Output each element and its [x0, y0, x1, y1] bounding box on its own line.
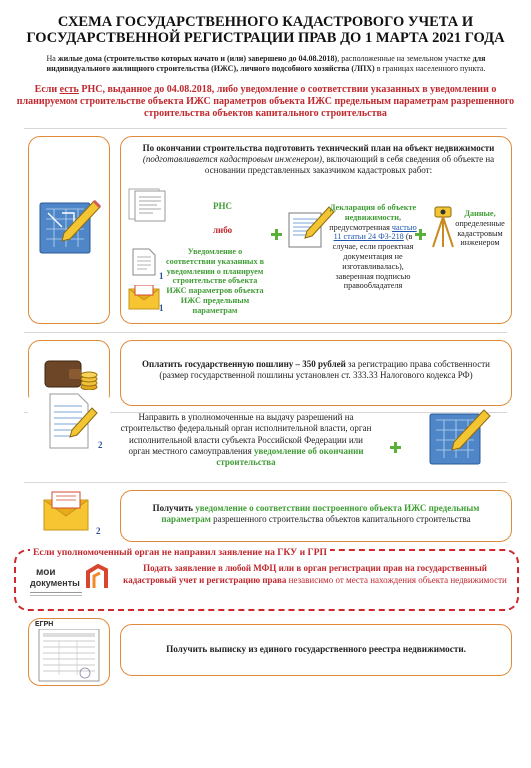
counter-1b: 1 [159, 303, 164, 313]
mfc-logo-rule [30, 595, 82, 596]
egrn-extract-icon [37, 629, 101, 683]
engineer-data-rest: определенные кадастровым инженером [455, 218, 505, 248]
step4-icon-panel [28, 490, 110, 540]
step2-text [131, 359, 501, 381]
notice-text: Уведомление о соответствии указанных в уведомлении о планируем строительстве объекта ИЖС параметров объекта ИЖС предельным параметрам [165, 247, 265, 315]
intro-part: , расположенные на земельном участке [337, 54, 473, 63]
step4-bold: Получить [152, 503, 196, 513]
step1-icon-panel [28, 136, 110, 324]
mfc-header: Если уполномоченный орган не направил заявление на ГКУ и ГРП [30, 547, 330, 558]
declaration-part: (в случае, если проектная документация не изготавливалась), заверенная подписью правообладателя [332, 232, 414, 291]
step2-box [120, 340, 512, 406]
declaration-title: Декларация об объекте недвижимости, [329, 203, 417, 222]
mfc-logo-mark-icon [84, 564, 108, 590]
declaration-pencil-icon [285, 203, 335, 251]
declaration-text [329, 203, 417, 291]
condition-text [12, 84, 519, 120]
step2-bold: Оплатить государственную пошлину – 350 рублей [142, 359, 346, 369]
page-title [0, 14, 531, 46]
divider [24, 128, 507, 129]
blueprint-pencil-icon [424, 402, 494, 472]
step1-heading [141, 143, 496, 176]
plus-icon [415, 229, 426, 240]
step4-text [131, 503, 501, 525]
condition-part: Если [34, 84, 60, 95]
paper-pencil-icon [44, 390, 98, 452]
step4-green: уведомление о соответствии построенного объекта ИЖС предельным параметрам [161, 503, 480, 524]
rns-label: РНС [213, 201, 232, 211]
intro-bold: для индивидуального жилищного строительства (ИЖС), личного подсобного хозяйства (ЛПХ) [46, 54, 486, 73]
condition-underlined: есть [59, 84, 79, 95]
step4-box [120, 490, 512, 542]
mfc-logo-line2: документы [30, 578, 80, 588]
document-stack-icon [127, 187, 169, 223]
step6-box [120, 624, 512, 676]
step1-heading-bold: По окончании строительства подготовить технический план на объект недвижимости [142, 143, 495, 153]
wallet-coins-icon [43, 355, 99, 393]
mfc-logo [28, 562, 110, 606]
step3-rest: Направить в уполномоченные на выдачу разрешений на строительство федеральный орган исполнительной власти, орган исполнительной власти субъекта Российской Федерации или орган местного самоуправления [120, 412, 372, 456]
notice-document-icon [129, 247, 159, 277]
intro-part: На [46, 54, 58, 63]
plus-icon [271, 229, 282, 240]
counter-2a: 2 [98, 440, 103, 450]
blueprint-pencil-icon [34, 193, 104, 261]
step3-text [120, 412, 372, 468]
step3-icon-panel [28, 390, 110, 456]
mfc-text-rest: независимо от места нахождения объекта недвижимости [286, 574, 507, 585]
intro-bold: жилые дома (строительство которых начато и (или) завершено до 04.08.2018) [57, 54, 338, 63]
declaration-part: предусмотренная [329, 222, 392, 232]
title-line-1: СХЕМА ГОСУДАРСТВЕННОГО КАДАСТРОВОГО УЧЕТА И [57, 14, 474, 30]
envelope-icon [42, 490, 90, 534]
step1-heading-rest: , включающий в себя сведения об объекте на основании представленных заказчиком кадастровых работ: [204, 154, 495, 175]
engineer-data-title: Данные, [464, 209, 496, 218]
condition-part: РНС, выданное до 04.08.2018, либо уведомление о соответствии указанных в уведомлении о планируемом строительстве объекта ИЖС параметров объекта ИЖС предельным параметрам разрешенного строительства объектов капитального строительства [16, 84, 515, 119]
step3-area [120, 412, 512, 476]
plus-icon [390, 442, 401, 453]
fz218-link[interactable]: частью 11 статьи 24 ФЗ-218 [333, 222, 417, 242]
mfc-text [120, 563, 510, 586]
step6-icon-panel [28, 618, 110, 686]
counter-1a: 1 [159, 271, 164, 281]
or-label: либо [213, 225, 233, 235]
mfc-logo-rule [30, 592, 82, 593]
envelope-icon [127, 285, 161, 311]
step6-text: Получить выписку из единого государственного реестра недвижимости. [166, 644, 466, 654]
step1-box [120, 136, 512, 324]
title-line-2: ГОСУДАРСТВЕННОЙ РЕГИСТРАЦИИ ПРАВ ДО 1 МАРТА 2021 ГОДА [26, 30, 505, 46]
divider [24, 482, 507, 483]
step4-rest: разрешенного строительства объектов капитального строительства [210, 514, 471, 524]
mfc-logo-line1: мои [36, 567, 56, 578]
engineer-data-text [451, 209, 509, 248]
step1-heading-italic: (подготавливается кадастровым инженером) [142, 154, 322, 164]
intro-text [20, 54, 512, 74]
intro-part: в границах населенного пункта. [374, 64, 486, 73]
counter-2b: 2 [96, 526, 101, 536]
step3-green: уведомление об окончании строительства [216, 445, 364, 468]
egrn-label: ЕГРН [35, 621, 54, 628]
step2-rest: за регистрацию права собственности (размер государственной пошлины установлен ст. 333.33 Налогового кодекса РФ) [159, 359, 490, 380]
mfc-text-red: Подать заявление в любой МФЦ или в орган регистрации прав на государственный кадастровый учет и регистрацию права [123, 563, 487, 585]
divider [24, 332, 507, 333]
